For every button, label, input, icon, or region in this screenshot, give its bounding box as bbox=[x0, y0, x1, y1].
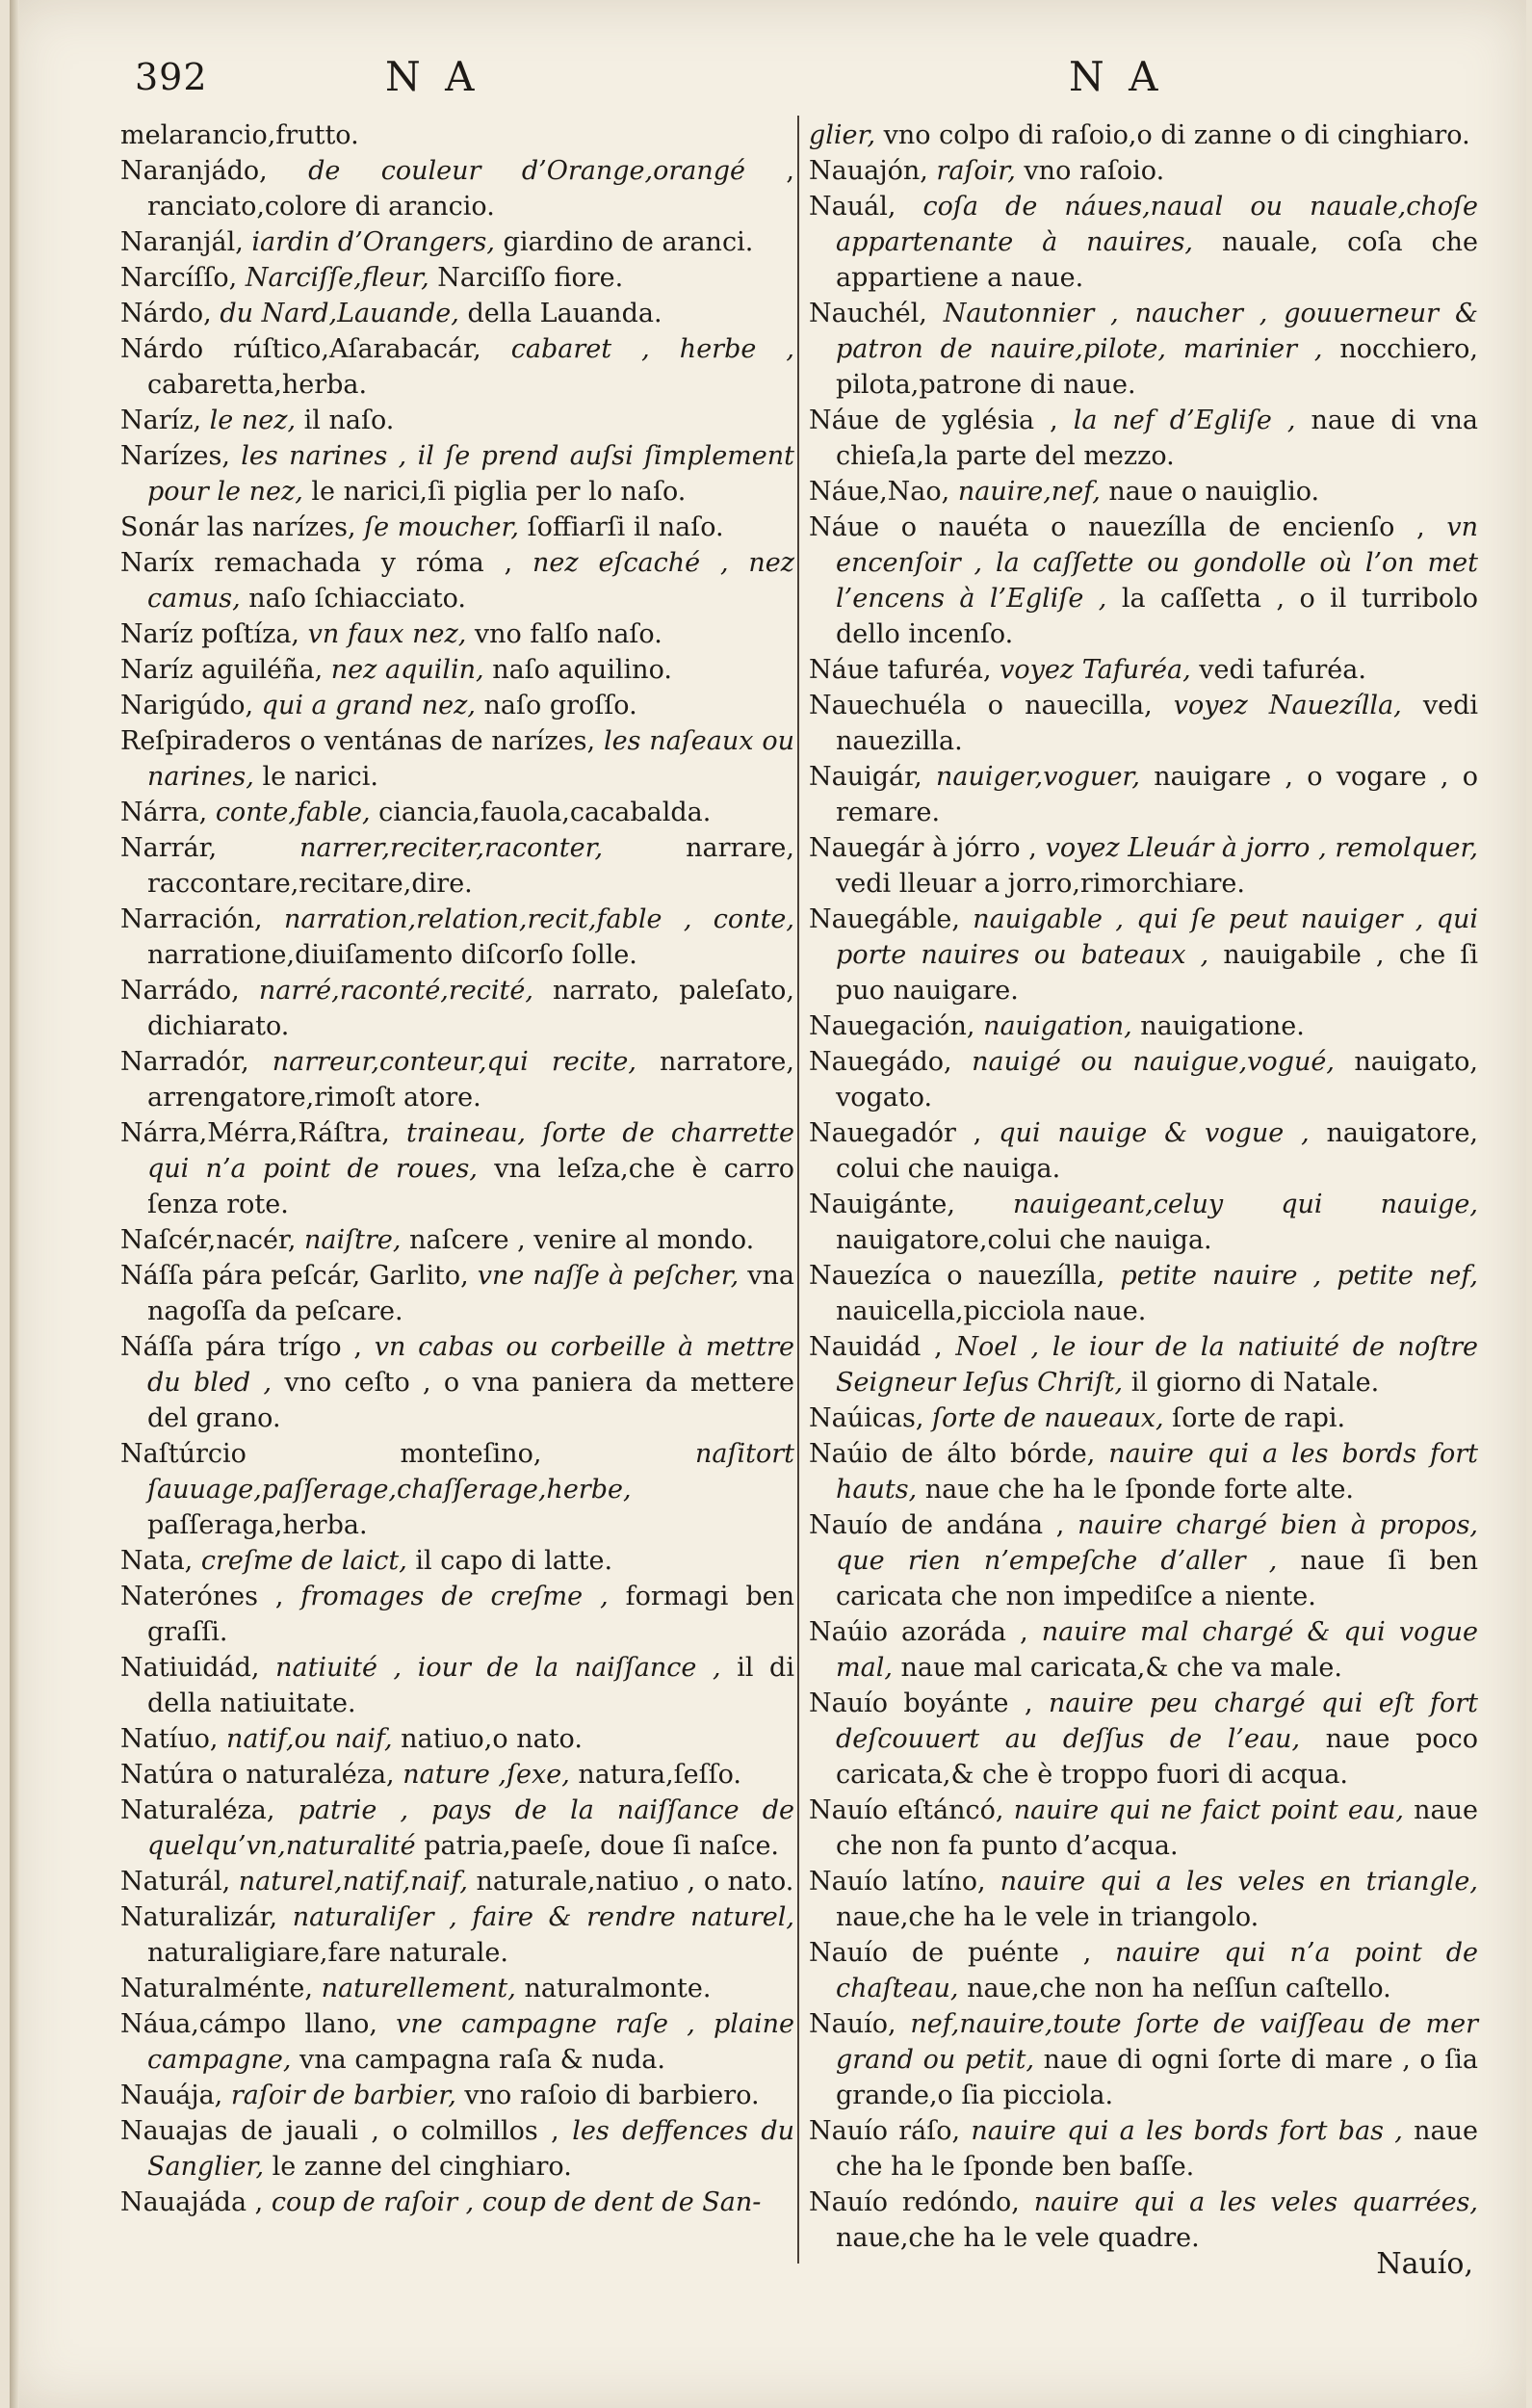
headword: Nauchél, bbox=[809, 299, 927, 328]
italian-gloss: naue che ha le ſponde ben baſſe. bbox=[836, 2116, 1478, 2182]
french-gloss: vne naſſe à peſcher, bbox=[477, 1261, 740, 1291]
dictionary-entry bbox=[120, 1793, 794, 1864]
french-gloss: nef,nauire,toute ſorte de vaiſſeau de mer grand ou petit, bbox=[836, 2009, 1478, 2075]
italian-gloss: vno colpo di raſoio,o di zanne o di cinghiaro. bbox=[883, 120, 1470, 150]
italian-gloss: vno falſo naſo. bbox=[474, 619, 662, 649]
french-gloss: voyez Nauezílla, bbox=[1173, 691, 1402, 720]
italian-gloss: naue che non fa punto d’acqua. bbox=[836, 1795, 1478, 1861]
headword: Naranjádo, bbox=[120, 156, 268, 186]
headword: Nauío de andána , bbox=[809, 1510, 1065, 1540]
french-gloss: ſe moucher, bbox=[364, 512, 519, 542]
headword: Nauío latíno, bbox=[809, 1867, 986, 1897]
headword: Nárra, bbox=[120, 798, 208, 827]
french-gloss: naſitort ſauuage,paſſerage,chaſſerage,herbe, bbox=[147, 1439, 794, 1505]
italian-gloss: naue che ha le ſponde forte alte. bbox=[924, 1475, 1355, 1505]
french-gloss: voyez Lleuár à jorro , remolquer, bbox=[1045, 833, 1478, 863]
italian-gloss: naue,che ha le vele quadre. bbox=[836, 2223, 1200, 2253]
dictionary-entry bbox=[809, 296, 1478, 403]
french-gloss: nauire mal chargé & qui vogue mal, bbox=[836, 1617, 1478, 1683]
dictionary-entry bbox=[120, 510, 794, 545]
dictionary-page bbox=[10, 0, 1526, 2408]
italian-gloss: ciancia,fauola,cacabalda. bbox=[378, 798, 712, 827]
dictionary-entry bbox=[120, 1044, 794, 1115]
dictionary-entry bbox=[809, 510, 1478, 652]
headword: Naturaléza, bbox=[120, 1795, 275, 1825]
headword: Nauajón, bbox=[809, 156, 928, 186]
headword: Sonár las narízes, bbox=[120, 512, 356, 542]
dictionary-entry bbox=[809, 1115, 1478, 1187]
dictionary-entry bbox=[120, 688, 794, 723]
italian-gloss: il capo di latte. bbox=[415, 1546, 613, 1576]
italian-gloss: vno raſoio di barbiero. bbox=[464, 2081, 760, 2110]
french-gloss: nauire qui ne faict point eau, bbox=[1013, 1795, 1404, 1825]
dictionary-entry bbox=[120, 1543, 794, 1579]
headword: Nauigánte, bbox=[809, 1190, 955, 1219]
dictionary-entry bbox=[120, 1258, 794, 1329]
italian-gloss: della Lauanda. bbox=[467, 299, 662, 328]
italian-gloss: la caſſetta , o il turribolo dello incenſo. bbox=[836, 584, 1478, 649]
headword: Nauegación, bbox=[809, 1011, 975, 1041]
dictionary-entry bbox=[809, 1044, 1478, 1115]
french-gloss: narration,relation,recit,fable , conte, bbox=[284, 904, 794, 934]
french-gloss: nauire qui a les bords fort bas , bbox=[971, 2116, 1403, 2146]
dictionary-entry bbox=[120, 902, 794, 973]
french-gloss: le nez, bbox=[209, 406, 297, 435]
dictionary-entry bbox=[809, 2006, 1478, 2113]
dictionary-entry bbox=[809, 1008, 1478, 1044]
catchword: Nauío, bbox=[1376, 2247, 1473, 2281]
dictionary-entry bbox=[120, 1579, 794, 1650]
french-gloss: la nef d’Egliſe , bbox=[1073, 406, 1296, 435]
dictionary-entry bbox=[120, 2185, 794, 2220]
french-gloss: Nautonnier , naucher , gouuerneur & patron de nauire,pilote, marinier , bbox=[836, 299, 1478, 364]
headword: Náue,Nao, bbox=[809, 477, 950, 507]
french-gloss: narré,raconté,recité, bbox=[258, 976, 533, 1006]
italian-gloss: patria,paeſe, doue ſi naſce. bbox=[424, 1831, 780, 1861]
italian-gloss: naue ſi ben caricata che non impediſce a niente. bbox=[836, 1546, 1478, 1611]
dictionary-entry bbox=[120, 1721, 794, 1757]
column-divider bbox=[797, 116, 799, 2264]
french-gloss: naturellement, bbox=[321, 1974, 516, 2003]
italian-gloss: nauigabile , che ſi puo nauigare. bbox=[836, 940, 1478, 1006]
italian-gloss: formagi ben graſſi. bbox=[147, 1582, 794, 1647]
french-gloss: du Nard,Lauande, bbox=[220, 299, 459, 328]
headword: Naúio de álto bórde, bbox=[809, 1439, 1096, 1469]
headword: Naríz poſtíza, bbox=[120, 619, 299, 649]
italian-gloss: naturaligiare,fare naturale. bbox=[147, 1938, 508, 1968]
dictionary-entry bbox=[809, 1436, 1478, 1507]
dictionary-entry bbox=[120, 1115, 794, 1222]
dictionary-entry bbox=[120, 1329, 794, 1436]
headword: Nárdo rúſtico,Aſarabacár, bbox=[120, 334, 481, 364]
italian-gloss: narrare, raccontare,recitare,dire. bbox=[147, 833, 794, 899]
dictionary-entry bbox=[120, 1971, 794, 2006]
headword: Nauája, bbox=[120, 2081, 223, 2110]
italian-gloss: naue poco caricata,& che è troppo fuori di acqua. bbox=[836, 1724, 1478, 1790]
page-number: 392 bbox=[135, 56, 208, 98]
headword: Nauezíca o nauezílla, bbox=[809, 1261, 1105, 1291]
headword: Natiuidád, bbox=[120, 1653, 260, 1683]
headword: Natíuo, bbox=[120, 1724, 219, 1754]
french-gloss: ſorte de naueaux, bbox=[932, 1403, 1164, 1433]
headword: Náue tafuréa, bbox=[809, 655, 992, 685]
dictionary-entry bbox=[120, 296, 794, 331]
french-gloss: de couleur d’Orange,orangé bbox=[308, 156, 745, 186]
dictionary-entry bbox=[809, 153, 1478, 189]
french-gloss: nauire qui a les veles en triangle, bbox=[1000, 1867, 1478, 1897]
dictionary-entry bbox=[809, 902, 1478, 1008]
headword: Nárra,Mérra,Ráſtra, bbox=[120, 1118, 390, 1148]
dictionary-entry bbox=[120, 403, 794, 438]
dictionary-entry bbox=[120, 973, 794, 1044]
french-gloss: fromages de creſme , bbox=[300, 1582, 609, 1611]
italian-gloss: nauicella,picciola naue. bbox=[836, 1296, 1147, 1326]
headword: Nauechuéla o nauecilla, bbox=[809, 691, 1153, 720]
italian-gloss: naſcere , venire al mondo. bbox=[409, 1225, 755, 1255]
headword: Narrár, bbox=[120, 833, 218, 863]
dictionary-entry bbox=[120, 1436, 794, 1543]
dictionary-entry bbox=[120, 2113, 794, 2185]
dictionary-entry bbox=[809, 1614, 1478, 1686]
italian-gloss: le narici,ſi piglia per lo naſo. bbox=[311, 477, 687, 507]
dictionary-entry bbox=[809, 830, 1478, 902]
headword: Náua,cámpo llano, bbox=[120, 2009, 377, 2039]
left-column bbox=[120, 118, 794, 2220]
dictionary-entry bbox=[809, 1935, 1478, 2006]
dictionary-entry bbox=[120, 260, 794, 296]
italian-gloss: vedi nauezilla. bbox=[836, 691, 1478, 756]
headword: Narízes, bbox=[120, 441, 230, 471]
french-gloss: nauire chargé bien à propos, que rien n’empeſche d’aller , bbox=[836, 1510, 1479, 1576]
dictionary-entry bbox=[120, 795, 794, 830]
dictionary-entry bbox=[809, 652, 1478, 688]
italian-gloss: il naſo. bbox=[303, 406, 395, 435]
italian-gloss: vna nagoſſa da peſcare. bbox=[147, 1261, 794, 1326]
italian-gloss: il di della natiuitate. bbox=[147, 1653, 794, 1718]
italian-gloss: nauigatione. bbox=[1140, 1011, 1305, 1041]
french-gloss: raſoir, bbox=[936, 156, 1016, 186]
french-gloss: nauire qui n’a point de chaſteau, bbox=[836, 1938, 1478, 2003]
italian-gloss: narratore, arrengatore,rimoſt atore. bbox=[147, 1047, 794, 1112]
headword: Narcíſſo, bbox=[120, 263, 238, 293]
french-gloss: voyez Tafuréa, bbox=[1000, 655, 1191, 685]
headword: Nauajáda , bbox=[120, 2187, 264, 2217]
dictionary-entry bbox=[120, 1864, 794, 1899]
headword: Nauegadór , bbox=[809, 1118, 982, 1148]
italian-gloss: nauale, coſa che appartiene a naue. bbox=[836, 227, 1478, 293]
dictionary-entry bbox=[809, 118, 1478, 153]
french-gloss: les naſeaux ou narines, bbox=[147, 726, 794, 792]
italian-gloss: narrato, paleſato, dichiarato. bbox=[147, 976, 794, 1041]
headword: Nauidád , bbox=[809, 1332, 943, 1362]
italian-gloss: naturalmonte. bbox=[524, 1974, 712, 2003]
headword: Náſſa pára peſcár, Garlito, bbox=[120, 1261, 469, 1291]
italian-gloss: il giorno di Natale. bbox=[1130, 1368, 1380, 1398]
french-gloss: vn faux nez, bbox=[307, 619, 467, 649]
french-gloss: nauigé ou nauigue,vogué, bbox=[972, 1047, 1335, 1077]
italian-gloss: naue,che ha le vele in triangolo. bbox=[836, 1902, 1259, 1932]
french-gloss: nature ,ſexe, bbox=[402, 1760, 570, 1790]
italian-gloss: ſoffiarſi il naſo. bbox=[527, 512, 724, 542]
dictionary-entry bbox=[120, 1222, 794, 1258]
french-gloss: patrie , pays de la naiſſance de quelqu’vn,naturalité bbox=[147, 1795, 794, 1861]
italian-gloss: naue,che non ha neſſun caſtello. bbox=[967, 1974, 1391, 2003]
dictionary-entry bbox=[809, 189, 1478, 296]
italian-gloss: ſorte de rapi. bbox=[1172, 1403, 1346, 1433]
headword: Narración, bbox=[120, 904, 263, 934]
french-gloss: nauire peu chargé qui eſt fort deſcouuert au deſſus de l’eau, bbox=[836, 1688, 1478, 1754]
right-column bbox=[809, 118, 1478, 2256]
italian-gloss: natura,ſeſſo. bbox=[578, 1760, 742, 1790]
french-gloss: creſme de laict, bbox=[200, 1546, 407, 1576]
french-gloss: naiſtre, bbox=[304, 1225, 402, 1255]
dictionary-entry bbox=[809, 1864, 1478, 1935]
italian-gloss: Narciſſo fiore. bbox=[437, 263, 624, 293]
french-gloss: nez eſcaché , nez camus, bbox=[147, 548, 795, 614]
italian-gloss: le narici. bbox=[262, 762, 379, 792]
italian-gloss: nauigato, vogato. bbox=[836, 1047, 1478, 1112]
dictionary-entry bbox=[809, 688, 1478, 759]
italian-gloss: naue di vna chieſa,la parte del mezzo. bbox=[836, 406, 1478, 471]
dictionary-entry bbox=[120, 652, 794, 688]
dictionary-entry bbox=[809, 1793, 1478, 1864]
dictionary-entry bbox=[120, 331, 794, 403]
french-gloss: iardin d’Orangers, bbox=[251, 227, 495, 257]
dictionary-entry bbox=[809, 759, 1478, 830]
page-edge-shadow bbox=[10, 0, 19, 2408]
headword: Naturál, bbox=[120, 1867, 231, 1897]
headword: Naríx remachada y róma , bbox=[120, 548, 513, 578]
headword: Nauío de puénte , bbox=[809, 1938, 1092, 1968]
italian-gloss: naturale,natiuo , o nato. bbox=[476, 1867, 794, 1897]
dictionary-entry bbox=[120, 438, 794, 510]
french-gloss: petite nauire , petite nef, bbox=[1120, 1261, 1478, 1291]
headword: Naríz, bbox=[120, 406, 202, 435]
italian-gloss: vno raſoio. bbox=[1024, 156, 1165, 186]
headword: Náue de yglésia , bbox=[809, 406, 1058, 435]
dictionary-entry bbox=[120, 118, 794, 153]
headword: Nauío redóndo, bbox=[809, 2187, 1020, 2217]
italian-gloss: naſo aquilino. bbox=[492, 655, 672, 685]
italian-gloss: vna leſza,che è carro ſenza rote. bbox=[147, 1154, 794, 1219]
headword: Nauegár à jórro , bbox=[809, 833, 1037, 863]
dictionary-entry bbox=[809, 1187, 1478, 1258]
italian-gloss: naſo groſſo. bbox=[483, 691, 637, 720]
dictionary-entry bbox=[809, 474, 1478, 510]
french-gloss: nez aquilin, bbox=[330, 655, 484, 685]
italian-gloss: cabaretta,herba. bbox=[147, 370, 368, 400]
italian-gloss: naue di ogni ſorte di mare , o ſia grande,o ſia picciola. bbox=[836, 2045, 1478, 2110]
french-gloss: traineau, ſorte de charrette qui n’a point de roues, bbox=[147, 1118, 794, 1184]
dictionary-entry bbox=[809, 403, 1478, 474]
french-gloss: Narciſſe,fleur, bbox=[245, 263, 429, 293]
french-gloss: qui a grand nez, bbox=[261, 691, 476, 720]
headword: Nárdo, bbox=[120, 299, 212, 328]
dictionary-entry bbox=[120, 830, 794, 902]
french-gloss: nauigation, bbox=[983, 1011, 1132, 1041]
italian-gloss: natiuo,o nato. bbox=[401, 1724, 583, 1754]
headword: Naranjál, bbox=[120, 227, 244, 257]
french-gloss: natif,ou naif, bbox=[226, 1724, 393, 1754]
headword: Nauajas de jauali , o colmillos , bbox=[120, 2116, 559, 2146]
french-gloss: naturaliſer , faire & rendre naturel, bbox=[292, 1902, 794, 1932]
dictionary-entry bbox=[809, 2185, 1478, 2256]
dictionary-entry bbox=[120, 545, 794, 616]
headword: Nauío ráſo, bbox=[809, 2116, 961, 2146]
italian-gloss: nauigatore,colui che nauiga. bbox=[836, 1225, 1212, 1255]
french-gloss: glier, bbox=[809, 120, 876, 150]
french-gloss: qui nauige & vogue , bbox=[999, 1118, 1310, 1148]
french-gloss: raſoir de barbier, bbox=[230, 2081, 456, 2110]
headword: Náſſa pára trígo , bbox=[120, 1332, 362, 1362]
dictionary-entry bbox=[120, 224, 794, 260]
headword: Naúio azoráda , bbox=[809, 1617, 1028, 1647]
french-gloss: vn encenſoir , la caſſette ou gondolle où l’on met l’encens à l’Egliſe , bbox=[836, 512, 1478, 614]
french-gloss: narreur,conteur,qui recite, bbox=[272, 1047, 636, 1077]
french-gloss: narrer,reciter,raconter, bbox=[299, 833, 604, 863]
french-gloss: les narines , il ſe prend auſsi ſimplement pour le nez, bbox=[147, 441, 794, 507]
headword: Naturalizár, bbox=[120, 1902, 278, 1932]
french-gloss: coſa de náues,naual ou nauale,choſe appartenante à nauires, bbox=[836, 192, 1478, 257]
headword: Naſcér,nacér, bbox=[120, 1225, 297, 1255]
dictionary-entry bbox=[809, 1258, 1478, 1329]
italian-gloss: nauigatore, colui che nauiga. bbox=[836, 1118, 1479, 1184]
french-gloss: les deffences du Sanglier, bbox=[147, 2116, 794, 2182]
headword: Nauío, bbox=[809, 2009, 896, 2039]
french-gloss: natiuité , iour de la naiſſance , bbox=[275, 1653, 721, 1683]
dictionary-entry bbox=[809, 1400, 1478, 1436]
italian-gloss: nauigare , o vogare , o remare. bbox=[836, 762, 1478, 827]
headword: Nata, bbox=[120, 1546, 194, 1576]
headword: Nauegádo, bbox=[809, 1047, 952, 1077]
headword: Naríz aguiléña, bbox=[120, 655, 324, 685]
french-gloss: nauiger,voguer, bbox=[935, 762, 1140, 792]
headword: Nauál, bbox=[809, 192, 896, 222]
italian-gloss: vedi tafuréa. bbox=[1199, 655, 1366, 685]
italian-gloss: vno ceſto , o vna paniera da mettere del grano. bbox=[147, 1368, 794, 1433]
dictionary-entry bbox=[120, 1650, 794, 1721]
italian-gloss: naue o nauiglio. bbox=[1108, 477, 1320, 507]
right-running-head: N A bbox=[1069, 53, 1164, 100]
italian-gloss: naſo ſchiacciato. bbox=[248, 584, 466, 614]
french-gloss: conte,fable, bbox=[215, 798, 371, 827]
french-gloss: nauigeant,celuy qui nauige, bbox=[1013, 1190, 1478, 1219]
italian-gloss: naue mal caricata,& che va male. bbox=[900, 1653, 1342, 1683]
italian-gloss: paſſeraga,herba. bbox=[147, 1510, 368, 1540]
dictionary-entry bbox=[120, 2078, 794, 2113]
french-gloss: nauire qui a les veles quarrées, bbox=[1033, 2187, 1478, 2217]
french-gloss: nauire,nef, bbox=[957, 477, 1101, 507]
dictionary-entry bbox=[809, 2113, 1478, 2185]
headword: Narradór, bbox=[120, 1047, 249, 1077]
headword: Narrádo, bbox=[120, 976, 240, 1006]
french-gloss: Noel , le iour de la natiuité de noſtre Seigneur Ieſus Chriſt, bbox=[836, 1332, 1478, 1398]
french-gloss: naturel,natif,naif, bbox=[238, 1867, 468, 1897]
dictionary-entry bbox=[809, 1329, 1478, 1400]
headword: Nauigár, bbox=[809, 762, 922, 792]
italian-gloss: vna campagna raſa & nuda. bbox=[299, 2045, 665, 2075]
french-gloss: vn cabas ou corbeille à mettre du bled , bbox=[147, 1332, 794, 1398]
dictionary-entry bbox=[120, 616, 794, 652]
headword: Naſtúrcio monteſino, bbox=[120, 1439, 542, 1469]
dictionary-entry bbox=[120, 723, 794, 795]
french-gloss: vne campagne raſe , plaine campagne, bbox=[147, 2009, 794, 2075]
dictionary-entry bbox=[120, 153, 794, 224]
headword: Nauío boyánte , bbox=[809, 1688, 1033, 1718]
french-gloss: nauigable , qui ſe peut nauiger , qui porte nauires ou bateaux , bbox=[836, 904, 1478, 970]
headword: Reſpiraderos o ventánas de narízes, bbox=[120, 726, 596, 756]
french-gloss: coup de raſoir , coup de dent de San- bbox=[271, 2187, 762, 2217]
headword: Nauegáble, bbox=[809, 904, 960, 934]
italian-gloss: vedi lleuar a jorro,rimorchiare. bbox=[836, 869, 1245, 899]
dictionary-entry bbox=[809, 1507, 1478, 1614]
italian-gloss: melarancio,frutto. bbox=[120, 120, 359, 150]
left-running-head: N A bbox=[385, 53, 480, 100]
french-gloss: nauire qui a les bords fort hauts, bbox=[836, 1439, 1479, 1505]
dictionary-entry bbox=[120, 2006, 794, 2078]
headword: Narigúdo, bbox=[120, 691, 254, 720]
headword: Natúra o naturaléza, bbox=[120, 1760, 395, 1790]
french-gloss: cabaret , herbe , bbox=[510, 334, 794, 364]
headword: Naúicas, bbox=[809, 1403, 924, 1433]
headword: Náue o nauéta o nauezílla de encienſo , bbox=[809, 512, 1425, 542]
headword: Naturalménte, bbox=[120, 1974, 313, 2003]
headword: Naterónes , bbox=[120, 1582, 284, 1611]
headword: Nauío eſtáncó, bbox=[809, 1795, 1004, 1825]
dictionary-entry bbox=[120, 1899, 794, 1971]
italian-gloss: , ranciato,colore di arancio. bbox=[147, 156, 794, 222]
italian-gloss: giardino de aranci. bbox=[503, 227, 754, 257]
dictionary-entry bbox=[809, 1686, 1478, 1793]
italian-gloss: le zanne del cinghiaro. bbox=[272, 2152, 572, 2182]
italian-gloss: narratione,diuiſamento diſcorſo ſolle. bbox=[147, 940, 637, 970]
dictionary-entry bbox=[120, 1757, 794, 1793]
italian-gloss: nocchiero, pilota,patrone di naue. bbox=[836, 334, 1478, 400]
